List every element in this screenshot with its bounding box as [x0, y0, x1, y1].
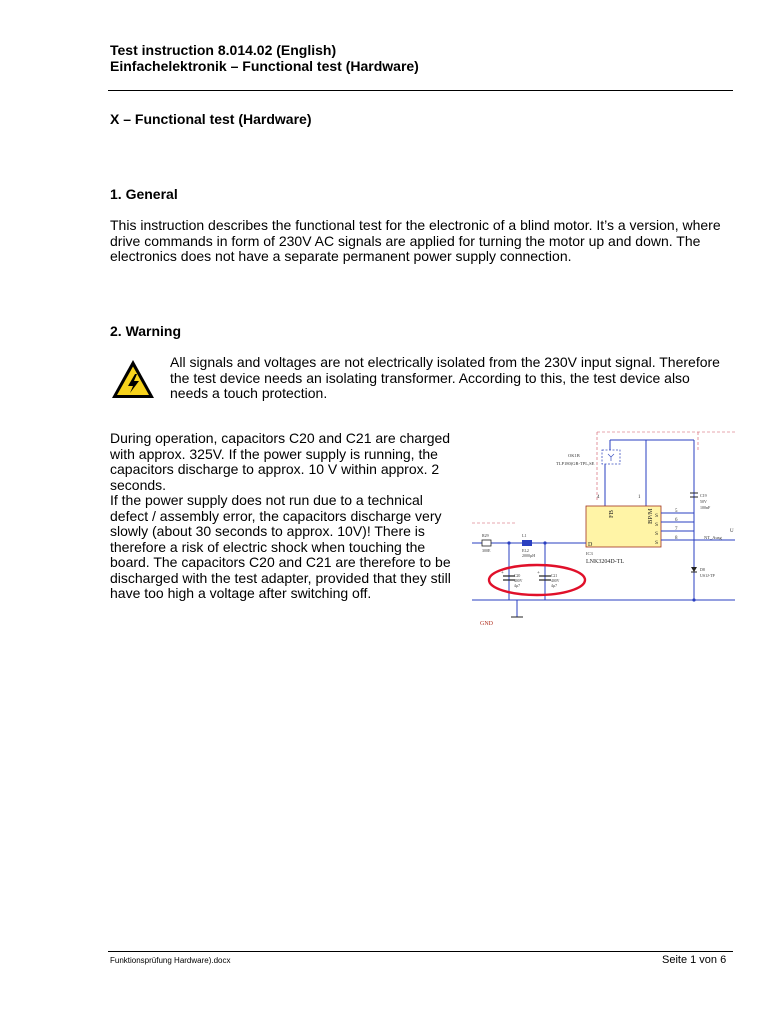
opto-part: TLP180(GR-TPL,SE: [556, 461, 595, 466]
header-title: Test instruction 8.014.02 (English): [110, 42, 337, 58]
c20-voltage: 400V: [514, 579, 523, 583]
general-line-3: electronics does not have a separate permanent power supply connection.: [110, 248, 572, 264]
warning-line-2: the test device needs an isolating transformer. According to this, the test device also: [170, 369, 690, 386]
r29-ref: R29: [482, 533, 489, 538]
l1-part: EL2: [522, 548, 529, 553]
pin-s-label: S: [655, 540, 659, 546]
operation-line: capacitors discharge to approx. 10 V within approx. 2: [110, 461, 440, 477]
l1-ref: L1: [522, 533, 527, 538]
operation-line: have too high a voltage after switching off.: [110, 585, 372, 601]
operation-line: seconds.: [110, 476, 167, 493]
d8-ref: D8: [700, 567, 705, 572]
pin-s-label: S: [655, 522, 659, 528]
general-line-2: drive commands in form of 230V AC signals are applied for turning the motor up and down. The: [110, 232, 701, 249]
pin-4-label: 4: [597, 495, 600, 500]
nt-output-label: NT_Ausg: [704, 535, 722, 540]
operation-line: During operation, capacitors C20 and C21 are charged: [110, 430, 451, 446]
c20-ref: C20: [514, 574, 521, 578]
pin-d-label: D: [588, 542, 593, 548]
high-voltage-warning-icon: [110, 358, 156, 400]
svg-text:+: +: [501, 571, 504, 576]
c19-voltage: 50V: [700, 499, 707, 504]
c21-ref: C21: [551, 574, 558, 578]
warning-line-3: needs a touch protection.: [170, 385, 328, 401]
operation-line: slowly (about 30 seconds to approx. 10V)! There is: [110, 523, 425, 539]
operation-line: If the power supply does not run due to a technical: [110, 492, 423, 508]
operation-line: discharged with the test adapter, provided that they still: [110, 569, 451, 586]
pin-s-label: S: [655, 531, 659, 537]
pin-8-label: 8: [675, 536, 678, 541]
operation-paragraph: [110, 431, 451, 602]
section-title: X – Functional test (Hardware): [110, 111, 312, 127]
operation-line: therefore a risk of electric shock when touching the: [110, 538, 426, 555]
svg-text:+: +: [537, 571, 540, 576]
general-paragraph: [110, 218, 721, 265]
footer-page-number: Seite 1 von 6: [662, 954, 727, 966]
header-rule: [108, 90, 733, 91]
c19-ref: C19: [700, 493, 707, 498]
operation-line: defect / assembly error, the capacitors discharge very: [110, 507, 442, 524]
general-line-1: This instruction describes the functional test for the electronic of a blind motor. It’s a version, where: [110, 217, 721, 233]
footer-filename: Funktionsprüfung Hardware).docx: [110, 956, 231, 965]
opto-ref: OK1B: [568, 453, 580, 458]
ic-ref: IC3: [586, 551, 593, 556]
c19-capacity: 100nF: [700, 505, 711, 510]
operation-line: with approx. 325V. If the power supply is running, the: [110, 445, 438, 462]
warning-paragraph: [170, 355, 720, 402]
ic-part: LNK3204D-TL: [586, 559, 624, 565]
pin-7-label: 7: [675, 527, 678, 532]
l1-value: 2000µH: [522, 553, 536, 558]
d8-part: US1J-TP: [700, 573, 715, 578]
pin-5-label: 5: [675, 509, 678, 514]
footer-rule: [108, 951, 733, 952]
header-subtitle: Einfachelektronik – Functional test (Hardware): [110, 58, 419, 74]
pin-s-label: S: [655, 513, 659, 519]
heading-warning: 2. Warning: [110, 323, 182, 339]
c20-capacity: 4µ7: [514, 584, 520, 588]
pin-1-label: 1: [638, 495, 641, 500]
c21-voltage: 400V: [551, 579, 560, 583]
r29-value: 300E: [482, 548, 491, 553]
pin-6-label: 6: [675, 518, 678, 523]
warning-line-1: All signals and voltages are not electrically isolated from the 230V input signal. Therefore: [170, 354, 720, 370]
pin-bp-label: BP/M: [647, 508, 654, 524]
u-label: U: [730, 529, 734, 534]
operation-line: board. The capacitors C20 and C21 are therefore to be: [110, 554, 451, 570]
c21-capacity: 4µ7: [551, 584, 557, 588]
pin-fb-label: FB: [608, 510, 615, 518]
gnd-label: GND: [480, 621, 493, 627]
circuit-schematic: [472, 420, 735, 630]
heading-general: 1. General: [110, 186, 178, 202]
